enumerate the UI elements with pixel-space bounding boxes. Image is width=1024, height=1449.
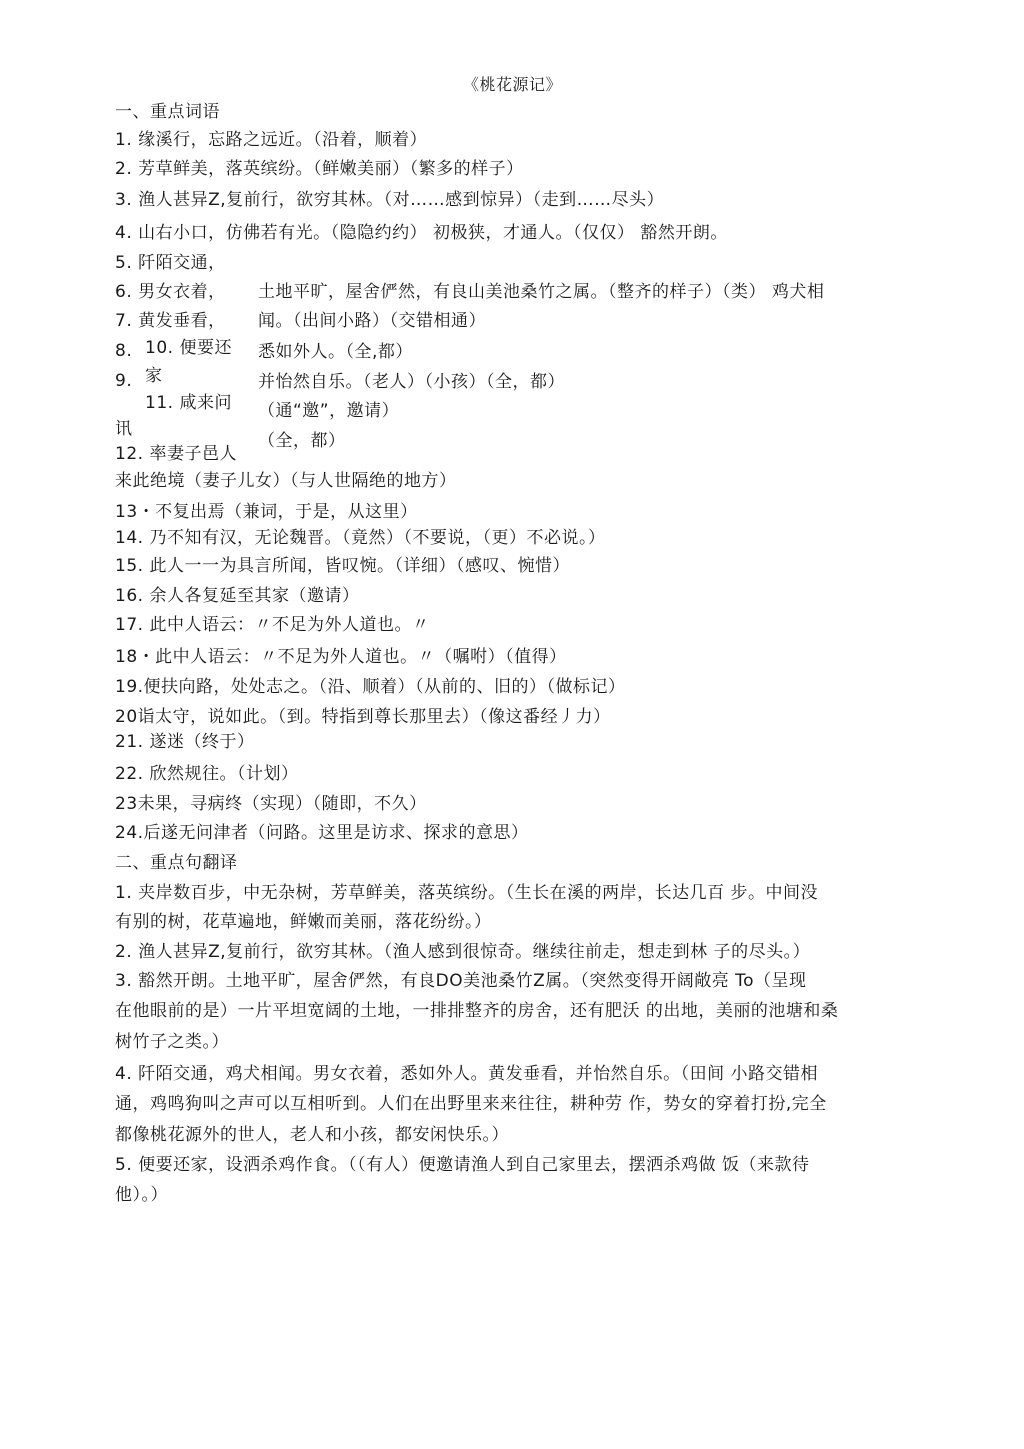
item-line: 土地平旷，屋舍俨然，有良山美池桑竹之属。（整齐的样子）（类） 鸡犬相 bbox=[258, 282, 825, 302]
item-line: 20诣太守，说如此。（到。特指到尊长那里去）（像这番经丿力） bbox=[115, 707, 611, 727]
item-line: 12. 率妻子邑人 bbox=[115, 444, 237, 464]
item-line: 21. 遂迷（终于） bbox=[115, 732, 255, 752]
translation-line: 5. 便要还家，设洒杀鸡作食。（（有人）便邀请渔人到自己家里去，摆洒杀鸡做 饭（来款待 bbox=[115, 1155, 810, 1175]
item-line: 闻。（出间小路）（交错相通） bbox=[258, 311, 486, 331]
item-line: 悉如外人。（全,都） bbox=[258, 342, 413, 362]
page-title: 《桃花源记》 bbox=[463, 75, 563, 94]
item-line: （通“邀”，邀请） bbox=[258, 401, 400, 421]
item-line: 22. 欣然规往。（计划） bbox=[115, 764, 299, 784]
item-line: 来此绝境（妻子儿女）（与人世隔绝的地方） bbox=[115, 471, 457, 491]
item-line: 11. 咸来问 bbox=[145, 393, 232, 413]
translation-line: 有别的树，花草遍地，鲜嫩而美丽，落花纷纷。） bbox=[115, 912, 492, 932]
item-line: 5. 阡陌交通， bbox=[115, 253, 226, 273]
section-heading: 二、重点句翻译 bbox=[115, 853, 238, 873]
item-line: 24.后遂无问津者（问路。这里是访求、探求的意思） bbox=[115, 823, 529, 843]
translation-line: 在他眼前的是）一片平坦宽阔的土地，一排排整齐的房舍，还有肥沃 的出地，美丽的池塘和桑 bbox=[115, 1001, 839, 1021]
item-line: 18・此中人语云：〃不足为外人道也。〃（嘱咐）（值得） bbox=[115, 647, 567, 667]
item-line: 16. 余人各复延至其家（邀请） bbox=[115, 586, 360, 606]
item-line: 9. bbox=[115, 371, 133, 391]
item-line: 19.便扶向路，处处志之。（沿、顺着）（从前的、旧的）（做标记） bbox=[115, 677, 626, 697]
item-line: 2. 芳草鲜美，落英缤纷。（鲜嫩美丽）（繁多的样子） bbox=[115, 159, 524, 179]
section-heading: 一、重点词语 bbox=[115, 102, 220, 122]
item-line: 10. 便要还 bbox=[145, 338, 232, 358]
item-line: 13・不复出焉（兼词，于是，从这里） bbox=[115, 502, 418, 522]
item-line: 并怡然自乐。（老人）（小孩）（全，都） bbox=[258, 372, 565, 392]
item-line: 7. 黄发垂看， bbox=[115, 311, 226, 331]
item-line: 讯 bbox=[115, 419, 133, 439]
item-line: 6. 男女衣着， bbox=[115, 282, 226, 302]
translation-line: 4. 阡陌交通，鸡犬相闻。男女衣着，悉如外人。黄发垂看，并怡然自乐。（田间 小路交错相 bbox=[115, 1064, 819, 1084]
item-line: （全，都） bbox=[258, 431, 346, 451]
item-line: 15. 此人一一为具言所闻，皆叹惋。（详细）（感叹、惋惜） bbox=[115, 556, 570, 576]
translation-line: 通，鸡鸣狗叫之声可以互相听到。人们在出野里来来往往，耕种劳 作，势女的穿着打扮,完全 bbox=[115, 1094, 827, 1114]
translation-line: 2. 渔人甚异Z,复前行，欲穷其林。（渔人感到很惊奇。继续往前走，想走到林 子的尽头。） bbox=[115, 942, 811, 962]
translation-line: 树竹子之类。） bbox=[115, 1032, 229, 1052]
item-line: 23未果，寻病终（实现）（随即，不久） bbox=[115, 794, 427, 814]
item-line: 4. 山右小口，仿佛若有光。（隐隐约约） 初极狭，才通人。（仅仅） 豁然开朗。 bbox=[115, 223, 728, 243]
translation-line: 3. 豁然开朗。土地平旷，屋舍俨然，有良DO美池桑竹Z属。（突然变得开阔敞亮 To（呈现 bbox=[115, 971, 807, 991]
item-line: 17. 此中人语云：〃不足为外人道也。〃 bbox=[115, 615, 430, 635]
translation-line: 他）。） bbox=[115, 1185, 168, 1205]
item-line: 3. 渔人甚异Z,复前行，欲穷其林。（对……感到惊异）（走到……尽头） bbox=[115, 190, 665, 210]
translation-line: 1. 夹岸数百步，中无杂树，芳草鲜美，落英缤纷。（生长在溪的两岸，长达几百 步。中间没 bbox=[115, 883, 819, 903]
item-line: 8. bbox=[115, 341, 133, 361]
translation-line: 都像桃花源外的世人，老人和小孩，都安闲快乐。） bbox=[115, 1125, 509, 1145]
item-line: 1. 缘溪行，忘路之远近。（沿着，顺着） bbox=[115, 130, 428, 150]
item-line: 家 bbox=[145, 366, 163, 386]
item-line: 14. 乃不知有汉，无论魏晋。（竟然）（不要说，（更）不必说。） bbox=[115, 528, 606, 548]
